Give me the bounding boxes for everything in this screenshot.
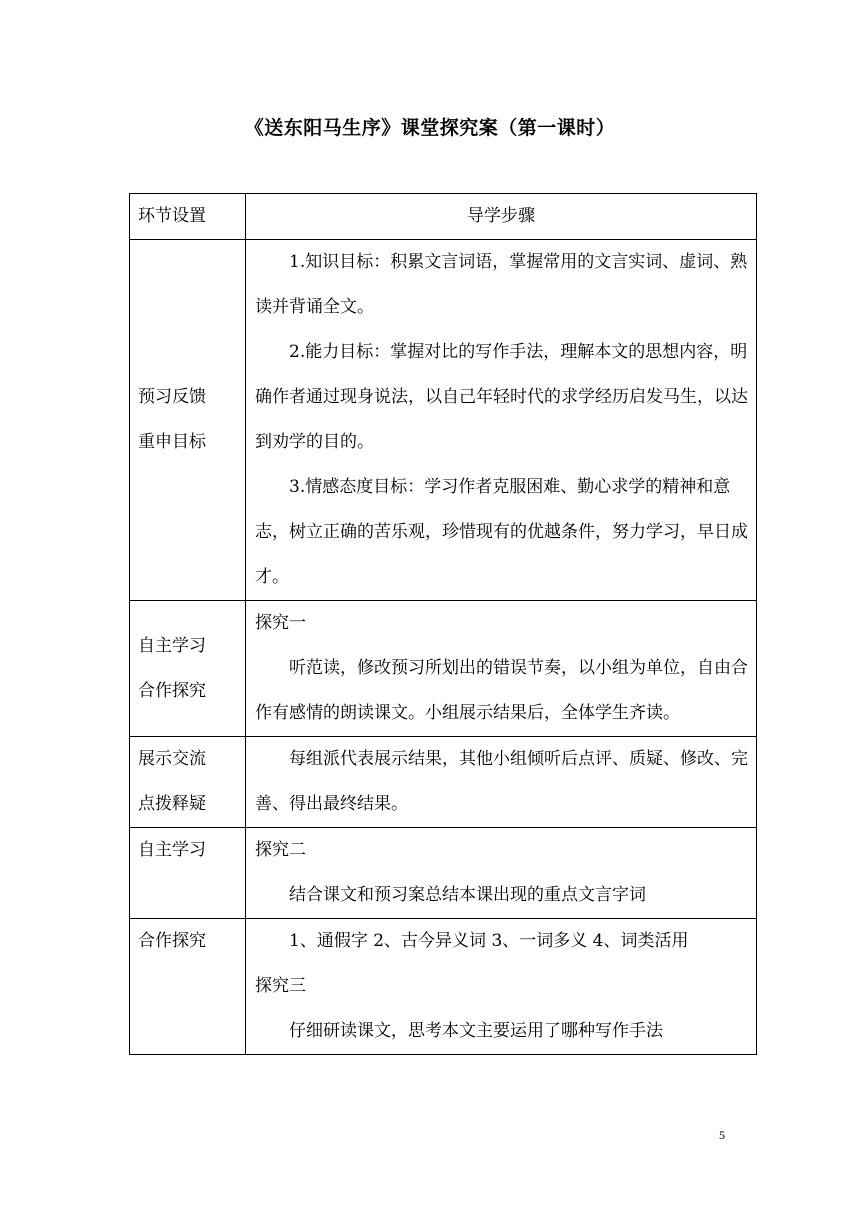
section-heading: 探究一 [255,613,306,633]
stage-cell [130,601,246,737]
header-stage: 环节设置 [130,194,246,240]
guide-table [129,193,757,1055]
paragraph: 1、通假字 2、古今异义词 3、一词多义 4、词类活用 [289,931,689,951]
stage-line: 自主学习 [138,635,206,656]
page-number: 5 [719,1128,725,1142]
steps-cell [246,828,757,919]
stage-line: 预习反馈 [138,387,206,407]
table-row [130,240,757,601]
document-title: 《送东阳马生序》课堂探究案（第一课时） [244,117,616,139]
paragraph: 每组派代表展示结果，其他小组倾听后点评、质疑、修改、完善、得出最终结果。 [255,749,748,814]
table-row [130,737,757,828]
paragraph: 结合课文和预习案总结本课出现的重点文言字词 [289,885,646,905]
paragraph: 听范读，修改预习所划出的错误节奏，以小组为单位，自由合作有感情的朗读课文。小组展示结果后，全体学生齐读。 [255,658,748,723]
stage-cell [130,919,246,1055]
section-heading: 探究三 [255,976,306,996]
stage-line: 展示交流 [138,749,206,769]
stage-line: 合作探究 [138,680,206,701]
stage-cell [130,240,246,601]
table-header-row [130,194,757,240]
paragraph: 3.情感态度目标：学习作者克服困难、勤心求学的精神和意志，树立正确的苦乐观，珍惜现有的优越条件，努力学习，早日成才。 [255,477,748,587]
stage-line: 重申目标 [138,432,206,452]
paragraph: 2.能力目标：掌握对比的写作手法，理解本文的思想内容，明确作者通过现身说法，以自己年轻时代的求学经历启发马生，以达到劝学的目的。 [255,342,748,452]
stage-cell [130,828,246,919]
steps-cell [246,601,757,737]
steps-cell [246,919,757,1055]
section-heading: 探究二 [255,840,306,860]
steps-cell [246,737,757,828]
steps-cell [246,240,757,601]
stage-cell [130,737,246,828]
table-row [130,919,757,1055]
stage-line: 合作探究 [138,931,206,951]
paragraph: 1.知识目标：积累文言词语，掌握常用的文言实词、虚词、熟读并背诵全文。 [255,252,748,317]
stage-line: 自主学习 [138,840,206,860]
table-row [130,601,757,737]
paragraph: 仔细研读课文，思考本文主要运用了哪种写作手法 [289,1021,663,1041]
table-row [130,828,757,919]
header-steps: 导学步骤 [246,194,757,240]
stage-line: 点拨释疑 [138,794,206,814]
